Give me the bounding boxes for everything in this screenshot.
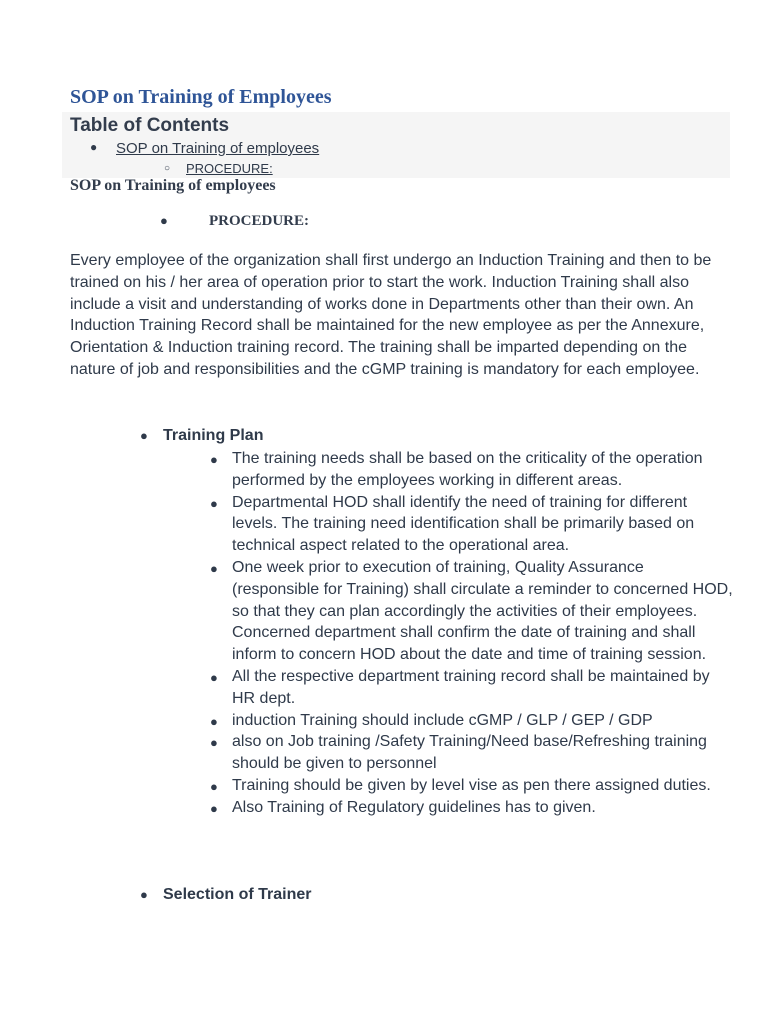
list-item — [210, 666, 735, 710]
list-item — [210, 775, 735, 797]
circle-bullet-icon: ○ — [164, 163, 171, 174]
training-plan-list — [210, 448, 735, 819]
bullet-icon: ● — [210, 713, 218, 729]
list-item — [210, 710, 735, 732]
bullet-icon: ● — [90, 140, 98, 154]
bullet-icon: ● — [210, 495, 218, 511]
list-item-text: Training should be given by level vise as pen there assigned duties. — [232, 776, 711, 794]
intro-paragraph: Every employee of the organization shall first undergo an Induction Training and then to be trained on his / her area of operation prior to start the work. Induction Training shall also include a visit and understanding of works done in Departments other than their own. An Induction Training Record shall be maintained for the new employee as per the Annexure, Orientation & Induction training record. The training shall be imparted depending on the nature of job and responsibilities and the cGMP training is mandatory for each employee. — [70, 252, 712, 378]
list-item-text: Also Training of Regulatory guidelines has to given. — [232, 798, 596, 816]
list-item-text: induction Training should include cGMP / GLP / GEP / GDP — [232, 711, 653, 729]
bullet-icon: ● — [140, 428, 148, 443]
bullet-icon: ● — [210, 800, 218, 816]
list-item-text: also on Job training /Safety Training/Need base/Refreshing training should be given to personnel — [232, 733, 707, 773]
list-item — [210, 797, 735, 819]
list-item — [210, 557, 735, 666]
list-item-text: The training needs shall be based on the criticality of the operation performed by the employees working in different areas. — [232, 450, 703, 489]
bullet-icon: ● — [160, 213, 168, 228]
selection-of-trainer-label: Selection of Trainer — [163, 886, 312, 903]
bullet-icon: ● — [210, 778, 218, 794]
list-item-text: One week prior to execution of training, Quality Assurance (responsible for Training) shall circulate a reminder to concerned HOD, so that they can plan accordingly the activities of their employees. Concerned department shall confirm the date of training and shall inform to concern HOD about the date and time of training session. — [232, 558, 733, 664]
list-item — [210, 448, 735, 492]
bullet-icon: ● — [210, 560, 218, 576]
toc-link-sop[interactable]: SOP on Training of employees — [116, 140, 320, 157]
list-item — [210, 492, 735, 557]
bullet-icon: ● — [210, 669, 218, 685]
bullet-icon: ● — [210, 452, 218, 467]
bullet-icon: ● — [210, 735, 218, 751]
list-item-text: Departmental HOD shall identify the need of training for different levels. The training need identification shall be primarily based on technical aspect related to the operational area. — [232, 493, 695, 555]
document-title: SOP on Training of Employees — [70, 86, 332, 108]
section-title: SOP on Training of employees — [70, 177, 276, 194]
procedure-label: PROCEDURE: — [209, 213, 309, 229]
bullet-icon: ● — [140, 887, 148, 902]
training-plan-label: Training Plan — [163, 427, 264, 444]
toc-link-procedure[interactable]: PROCEDURE: — [186, 161, 273, 176]
list-item-text: All the respective department training record shall be maintained by HR dept. — [232, 667, 710, 707]
toc-heading: Table of Contents — [70, 115, 230, 136]
list-item — [210, 731, 735, 775]
